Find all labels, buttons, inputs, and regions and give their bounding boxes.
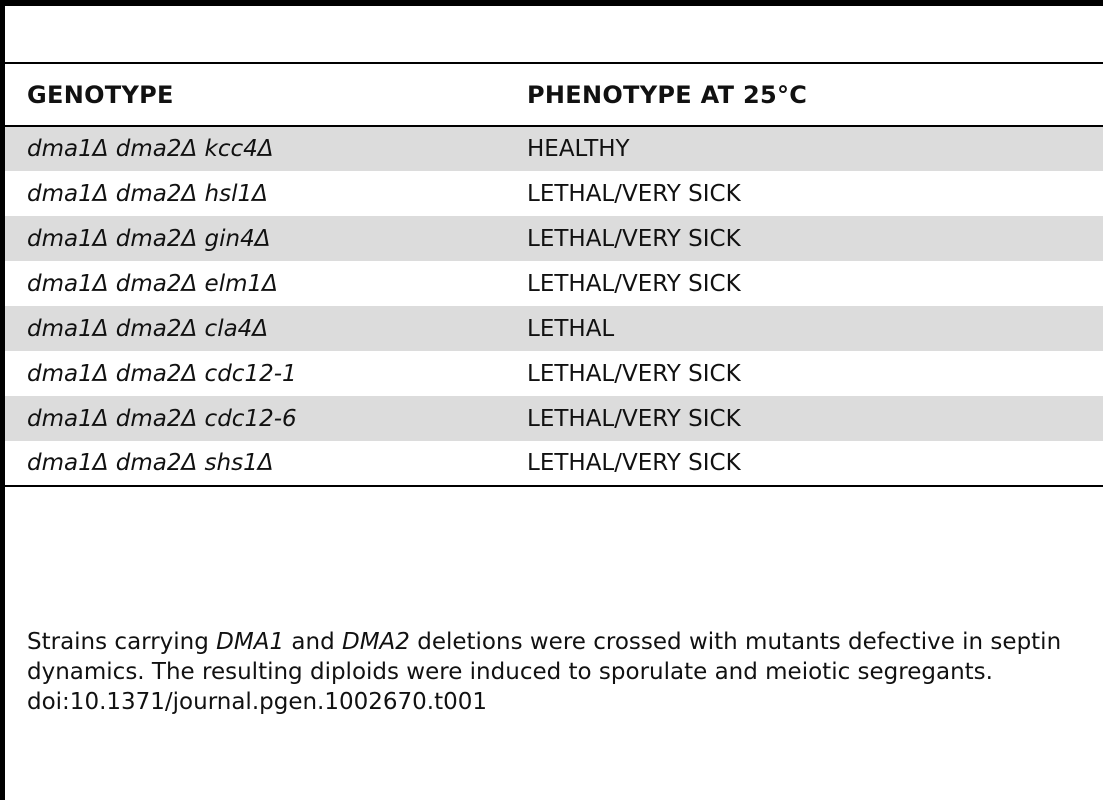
genotype-cell: dma1Δ dma2Δ cla4Δ: [5, 306, 525, 351]
table-row: [5, 126, 1103, 171]
footnote-part1: Strains carrying: [27, 629, 217, 655]
header-phenotype: PHENOTYPE AT 25°C: [525, 63, 1103, 126]
phenotype-cell: LETHAL/VERY SICK: [525, 216, 1103, 261]
table-row: [5, 306, 1103, 351]
phenotype-cell: LETHAL/VERY SICK: [525, 396, 1103, 441]
table-container: [5, 62, 1103, 487]
header-genotype: GENOTYPE: [5, 63, 525, 126]
table-footnote: [27, 627, 1103, 717]
genotype-cell: dma1Δ dma2Δ gin4Δ: [5, 216, 525, 261]
table-row: [5, 351, 1103, 396]
phenotype-cell: LETHAL/VERY SICK: [527, 180, 741, 207]
genotype-cell: dma1Δ dma2Δ shs1Δ: [5, 441, 525, 486]
table-row: [5, 441, 1103, 486]
genotype-cell: dma1Δ dma2Δ kcc4Δ: [5, 126, 525, 171]
doi-text: doi:10.1371/journal.pgen.1002670.t001: [27, 689, 488, 715]
genotype-cell: dma1Δ dma2Δ cdc12-1: [27, 360, 297, 387]
table-row: [5, 216, 1103, 261]
footnote-part2: and: [284, 629, 342, 655]
genotype-phenotype-table: [5, 62, 1103, 487]
table-row: [5, 396, 1103, 441]
table-row: [5, 261, 1103, 306]
table-header-row: [5, 63, 1103, 126]
footnote-part3: deletions were crossed with mutants defective in septin dynamics. The resulting diploids were induced to sporulate and meiotic segregants.: [27, 629, 1062, 685]
footnote-gene1: DMA1: [216, 629, 285, 655]
phenotype-cell: LETHAL/VERY SICK: [527, 270, 741, 297]
phenotype-cell: LETHAL/VERY SICK: [527, 360, 741, 387]
genotype-cell: dma1Δ dma2Δ cdc12-6: [5, 396, 525, 441]
phenotype-cell: LETHAL: [525, 306, 1103, 351]
table-row: [5, 171, 1103, 216]
footnote-gene2: DMA2: [342, 629, 410, 655]
top-rule: [0, 0, 1103, 6]
phenotype-cell: LETHAL/VERY SICK: [525, 441, 1103, 486]
phenotype-cell: HEALTHY: [525, 126, 1103, 171]
footnote-text: [27, 627, 1103, 687]
genotype-cell: dma1Δ dma2Δ hsl1Δ: [27, 180, 268, 207]
genotype-cell: dma1Δ dma2Δ elm1Δ: [27, 270, 278, 297]
